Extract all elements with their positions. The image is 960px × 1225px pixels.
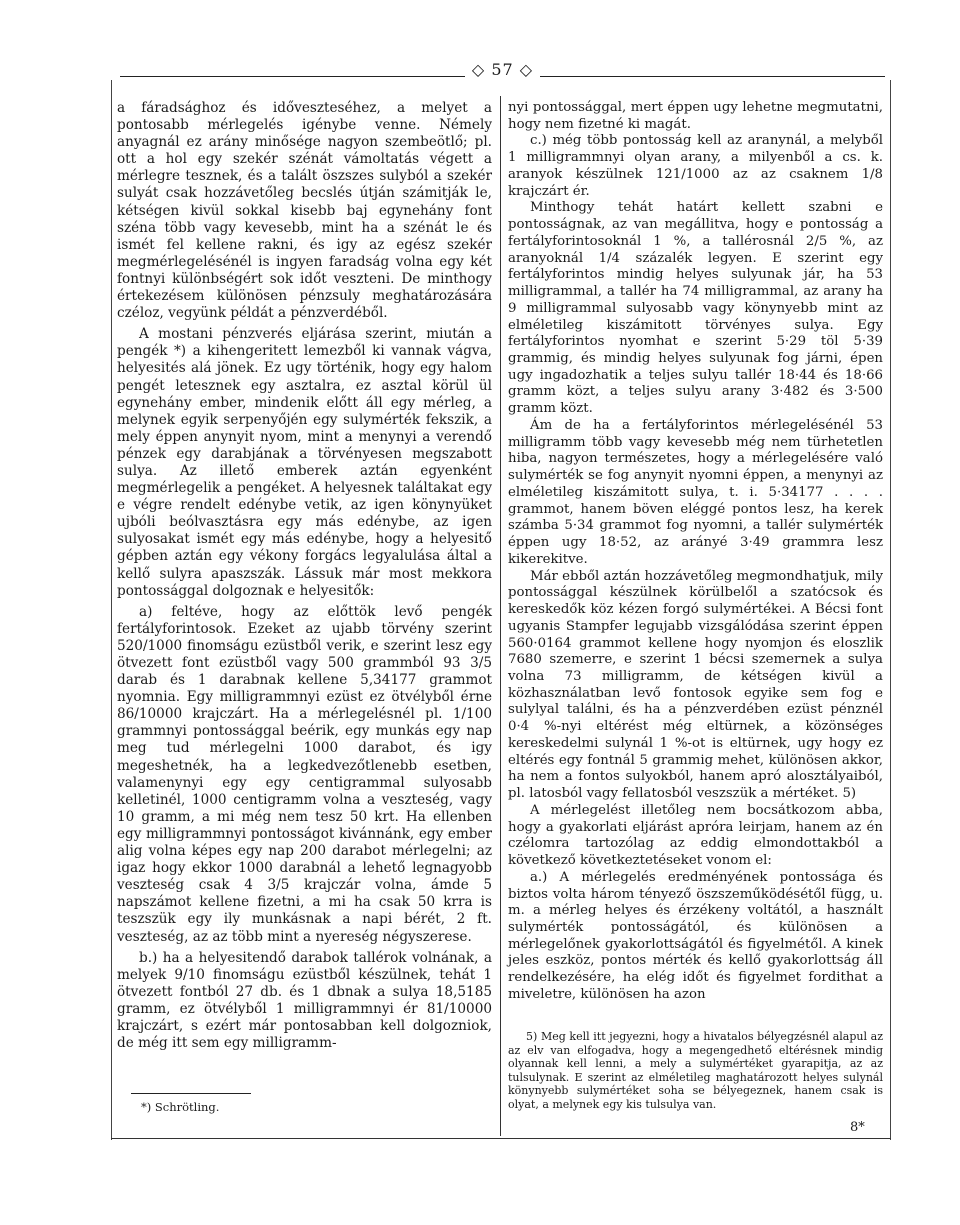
column-divider: [500, 96, 501, 1136]
right-paragraph-6: A mérlegelést illetőleg nem bocsátkozom abba, hogy a gyakorlati eljárást apróra leirjam, hanem az én czélomra tartozólag az eddig elmondottakból a következő következtetéseket vonom el:: [508, 802, 883, 869]
header-rule-left: [120, 76, 465, 77]
right-paragraph-3: Minthogy tehát határt kellett szabni e pontosságnak, az van megállitva, hogy e pontosság a fertályforintosoknál 1 %, a tallérosnál 2/5 %, az aranyoknál 1/4 százalék legyen. E szerint egy fertályforintos mindig helyes sulyunak jár, ha 53 milligrammal, a tallér ha 74 milligrammal, az arany ha 9 milligrammal sulyosabb vagy könynyebb mint az elméletileg kiszámitott törvényes sulya. Egy fertályforintos nyomhat e szerint 5·29 töl 5·39 grammig, és mindig helyes sulyunak fog járni, épen ugy ingadozhatik a teljes sulyu tallér 18·44 és 18·66 gramm közt, a teljes sulyu arany 3·482 és 3·500 gramm közt.: [508, 200, 883, 417]
footer-rule: [111, 1138, 891, 1139]
right-footnote: [508, 1030, 883, 1112]
right-column: [508, 100, 883, 1004]
right-paragraph-2: c.) még több pontosság kell az aranynál, a melyből 1 milligrammnyi olyan arany, a milyenből a cs. k. aranyok készülnek 121/1000 az az csaknem 1/8 krajczárt ér.: [508, 133, 883, 199]
left-paragraph-4: b.) ha a helyesitendő darabok tallérok volnának, a melyek 9/10 finomságu ezüstből készülnek, tehát 1 ötvezett fontból 27 db. és 1 dbnak a sulya 18,5185 gramm, ez ötvélyből 1 milligrammnyi ér 81/10000 krajczárt, s ezért már pontosabban kell dolgozniok, de még itt sem egy milligramm-: [117, 949, 492, 1052]
right-paragraph-1: nyi pontossággal, mert éppen ugy lehetne megmutatni, hogy nem fizetné ki magát.: [508, 100, 883, 132]
left-paragraph-2: A mostani pénzverés eljárása szerint, miután a pengék *) a kihengeritett lemezből ki vannak vágva, helyesités alá jönek. Ez ugy történik, hogy egy halom pengét letesznek egy asztalra, ez asztal körül ül egynehány ember, mindenik előtt áll egy mérleg, a melynek egyik serpenyőjén egy sulymérték fekszik, a mely éppen anynyit nyom, mint a menynyi a verendő pénzek egy darabjának a törvényesen megszabott sulya. Az illető emberek aztán egyenként megmérlegelik a pengéket. A helyesnek találtakat egy e végre rendelt edénybe vetik, az igen könynyüket ujbóli beólvasztásra egy más edénybe, az igen sulyosakat ismét egy más edénybe, hogy a helyesitő gépben aztán egy vékony forgács legyalulása által a kellő sulyra apaszszák. Lássuk már most mekkora pontossággal dolgoznak e helyesitők:: [117, 326, 492, 599]
frame-left-rule: [111, 80, 112, 1140]
left-paragraph-1: a fáradsághoz és időveszteséhez, a melyet a pontosabb mérlegelés igénybe venne. Némely anyagnál ez arány minősége nagyon szembeötlő; pl. ott a hol egy szekér szénát vámoltatás végett a mérlegre tesznek, és a talált öszszes sulyból a szekér sulyát csak hozzávetőleg becslés útján számitják le, kétségen kivül sokkal kisebb baj egynehány font széna több vagy kevesebb, mint ha a szénát le és ismét fel kellene rakni, és igy az egész szekér megmérlegelésénél is ingyen faradság volna egy két fontnyi különbségért sok időt veszteni. De minthogy értekezésem különösen pénzsuly meghatározására czéloz, vegyünk példát a pénzverdéből.: [117, 100, 492, 322]
frame-right-rule: [890, 80, 891, 1140]
left-paragraph-3: a) feltéve, hogy az előttök levő pengék fertályforintosok. Ezeket az ujabb törvény szerint 520/1000 finomságu ezüstből verik, e szerint lesz egy ötvezett font ezüstből vagy 500 grammból 93 3/5 darab és 1 darabnak kellene 5,34177 grammot nyomnia. Egy milligrammnyi ezüst ez ötvélyből érne 86/10000 krajczárt. Ha a mérlegelésnél pl. 1/100 grammnyi pontossággal beérik, egy munkás egy nap meg tud mérlegelni 1000 darabot, és igy megeshetnék, ha a legkedvezőtlenebb esetben, valamenynyi egy egy centigrammal sulyosabb kelletinél, 1000 centigramm volna a veszteség, vagy 10 gramm, a mi még nem tesz 50 krt. Ha ellenben egy milligrammnyi pontosságot kivánnánk, egy ember alig volna képes egy nap 200 darabot mérlegelni; az igaz hogy ekkor 1000 darabnál a lehető legnagyobb veszteség csak 4 3/5 krajczár volna, ámde 5 napszámot kellene fizetni, a mi ha csak 50 krra is teszszük egy ily munkásnak a napi bérét, 2 ft. veszteség, az az több mint a nyereség négyszerese.: [117, 603, 492, 945]
left-column: [117, 100, 492, 1052]
ornament-right-icon: ◇: [519, 60, 534, 79]
ornament-left-icon: ◇: [471, 60, 486, 79]
signature-mark: 8*: [850, 1120, 865, 1135]
page-number-text: 57: [491, 60, 514, 79]
right-paragraph-5: Már ebből aztán hozzávetőleg megmondhatjuk, mily pontossággal készülnek körülbelől a szatócsok és kereskedők köz kézen forgó sulymértékei. A Bécsi font ugyanis Stampfer legujabb vizsgálódása szerint éppen 560·0164 grammot kellene hogy nyomjon és eloszlik 7680 szemerre, e szerint 1 bécsi szemernek a sulya volna 73 milligramm, de kétségen kivül a közhasználatban levő fontosok egyike sem fog e sulylyal találni, és ha a pénzverdében ezüst pénznél 0·4 %-nyi eltérést még eltürnek, a közönséges kereskedelmi sulynál 1 %-ot is eltürnek, ugy hogy ez eltérés egy fontnál 5 grammig mehet, különösen akkor, ha nem a fontos sulyokból, hanem apró alosztályaiból, pl. latosból vagy fellatosból veszszük a mértéket. 5): [508, 568, 883, 802]
footnote-rule-left: [131, 1093, 251, 1094]
left-footnote: *) Schrötling.: [141, 1100, 220, 1114]
page-header: [120, 58, 885, 82]
page-number: [465, 60, 540, 79]
right-paragraph-4: Ám de ha a fertályforintos mérlegelésénél 53 milligramm több vagy kevesebb még nem türhetetlen hiba, nagyon természetes, hogy a mérlegelésére való sulymérték se fog anynyit nyomni éppen, a menynyi az elméletileg kiszámitott sulya, t. i. 5·34177 . . . . grammot, hanem böven eléggé pontos lesz, ha kerek számba 5·34 grammot fog nyomni, a tallér sulymérték éppen ugy 18·52, az arányé 3·49 grammra lesz kikerekitve.: [508, 417, 883, 567]
right-paragraph-7: a.) A mérlegelés eredményének pontossága és biztos volta három tényező öszszeműködésétől függ, u. m. a mérleg helyes és érzékeny voltától, a használt sulymérték pontosságától, és különösen a mérlegelőnek gyakorlottságától és figyelmétől. A kinek jeles eszköz, pontos mérték és kellő gyakorlottság áll rendelkezésére, ha elég időt és figyelmet fordithat a miveletre, különösen ha azon: [508, 869, 883, 1002]
right-footnote-text: 5) Meg kell itt jegyezni, hogy a hivatalos bélyegzésnél alapul az az elv van elfogadva, hogy a megengedhető eltérésnek mindig olyannak kell lenni, a mely a sulymértéket gyarapitja, az az tulsulynak. E szerint az elméletileg maghatározott helyes sulynál könynyebb sulymértéket soha se bélyegeznek, hanem csak is olyat, a melynek egy kis tulsulya van.: [508, 1030, 883, 1111]
header-rule-right: [540, 76, 885, 77]
